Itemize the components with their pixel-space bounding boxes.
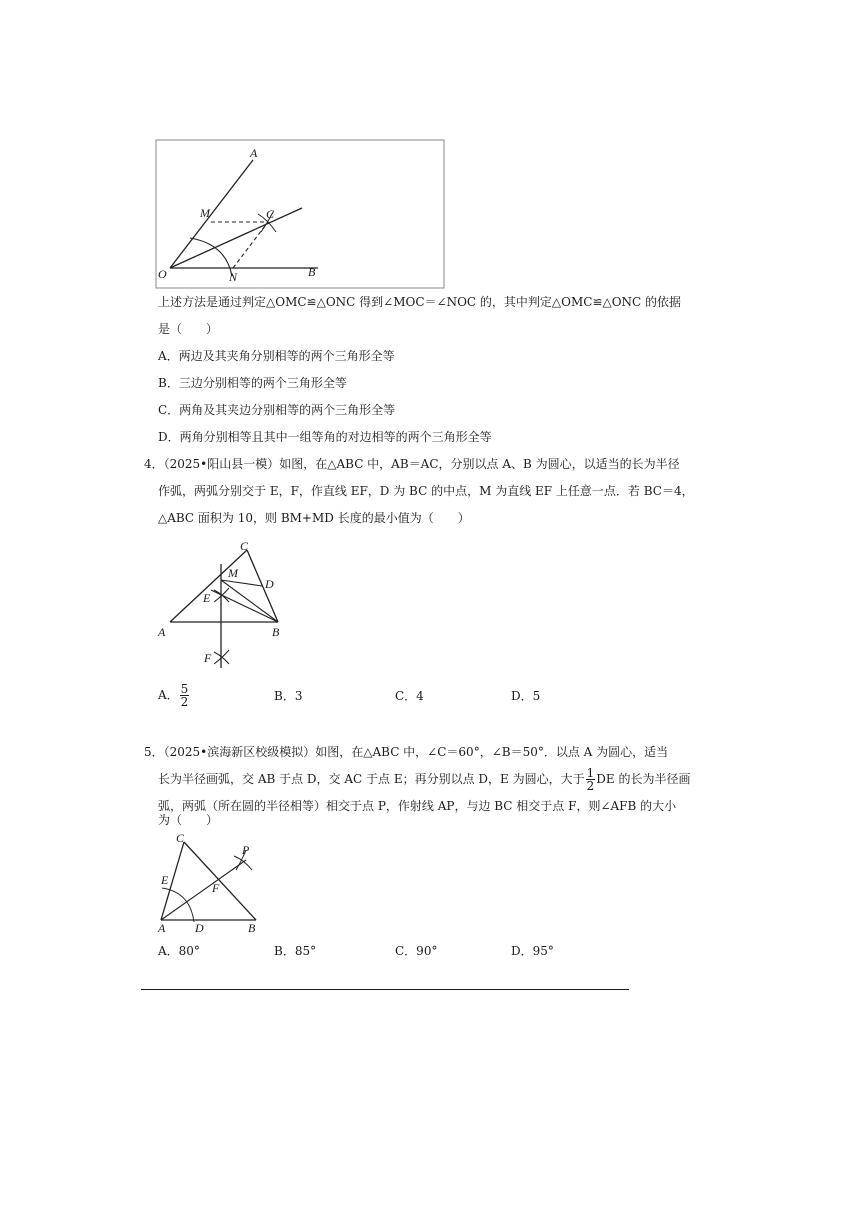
q3-option-d: D．两角分别相等且其中一组等角的对边相等的两个三角形全等 [158,430,492,444]
q5-option-d: D．95° [511,944,554,958]
fraction-denominator: 2 [586,779,595,793]
q3-text-line1: 上述方法是通过判定△OMC≌△ONC 得到∠MOC＝∠NOC 的，其中判定△OMC≌△ONC 的依据 [158,295,682,309]
ray-oa [170,160,253,268]
label-c: C [266,207,275,221]
q3-figure [0,0,867,300]
q3-option-c: C．两角及其夹边分别相等的两个三角形全等 [158,403,396,417]
label-e: E [203,591,211,605]
label-e: E [161,873,169,887]
arc-de [162,888,194,922]
ray-oc [170,208,302,268]
q5-text-line2 [158,765,690,793]
label-n: N [229,270,238,284]
q5-text-line4: 为（ ） [158,813,219,827]
q4-text-line3: △ABC 面积为 10，则 BM+MD 长度的最小值为（ ） [158,511,470,525]
q5-text-line2-after: DE 的长为半径画 [596,772,691,786]
q5-fraction-half [586,767,596,792]
q4-option-b: B．3 [274,689,303,703]
label-c: C [176,831,185,845]
q4-option-a-prefix: A． [158,688,179,702]
q4-option-d: D．5 [511,689,541,703]
label-a: A [158,625,166,639]
q5-option-b: B．85° [274,944,317,958]
q4-text-line1: 4．（2025•阳山县一模）如图，在△ABC 中，AB＝AC，分别以点 A、B 为圆心，以适当的长为半径 [144,457,680,471]
q5-option-c: C．90° [395,944,438,958]
ray-ap [161,860,246,920]
arc-mn [190,238,232,276]
label-m: M [200,206,210,220]
q4-text-line2: 作弧，两弧分别交于 E，F，作直线 EF，D 为 BC 的中点，M 为直线 EF 上任意一点．若 BC＝4， [158,484,694,498]
label-f: F [204,651,212,665]
label-o: O [158,267,167,281]
footer-divider [141,989,629,990]
q5-option-a: A．80° [158,944,200,958]
q3-text-line2: 是（ ） [158,322,219,336]
label-f: F [212,881,220,895]
label-a: A [158,921,166,935]
q4-figure [0,530,867,680]
label-a: A [250,146,258,160]
label-d: D [265,577,274,591]
q3-option-b: B．三边分别相等的两个三角形全等 [158,376,347,390]
q4-option-c: C．4 [395,689,424,703]
label-c: C [240,539,249,553]
label-p: P [242,843,250,857]
label-b: B [248,921,256,935]
q4-option-a-fraction [180,683,190,708]
label-d: D [195,921,204,935]
label-b: B [272,625,280,639]
q5-text-line1: 5．（2025•滨海新区校级模拟）如图，在△ABC 中，∠C＝60°，∠B＝50°．以点 A 为圆心，适当 [144,745,669,759]
q5-text-line2-before: 长为半径画弧，交 AB 于点 D，交 AC 于点 E；再分别以点 D，E 为圆心，大于 [158,772,585,786]
q4-option-a [158,682,190,708]
fraction-denominator: 2 [180,695,189,709]
label-m: M [228,566,238,580]
label-b: B [308,265,316,279]
fraction-numerator: 5 [180,682,189,696]
q3-option-a: A．两边及其夹角分别相等的两个三角形全等 [158,349,395,363]
side-ac [170,550,247,622]
fraction-numerator: 1 [586,766,595,780]
q5-figure [0,830,867,940]
q5-text-line3: 弧，两弧（所在圆的半径相等）相交于点 P，作射线 AP，与边 BC 相交于点 F，则∠AFB 的大小 [158,799,677,813]
